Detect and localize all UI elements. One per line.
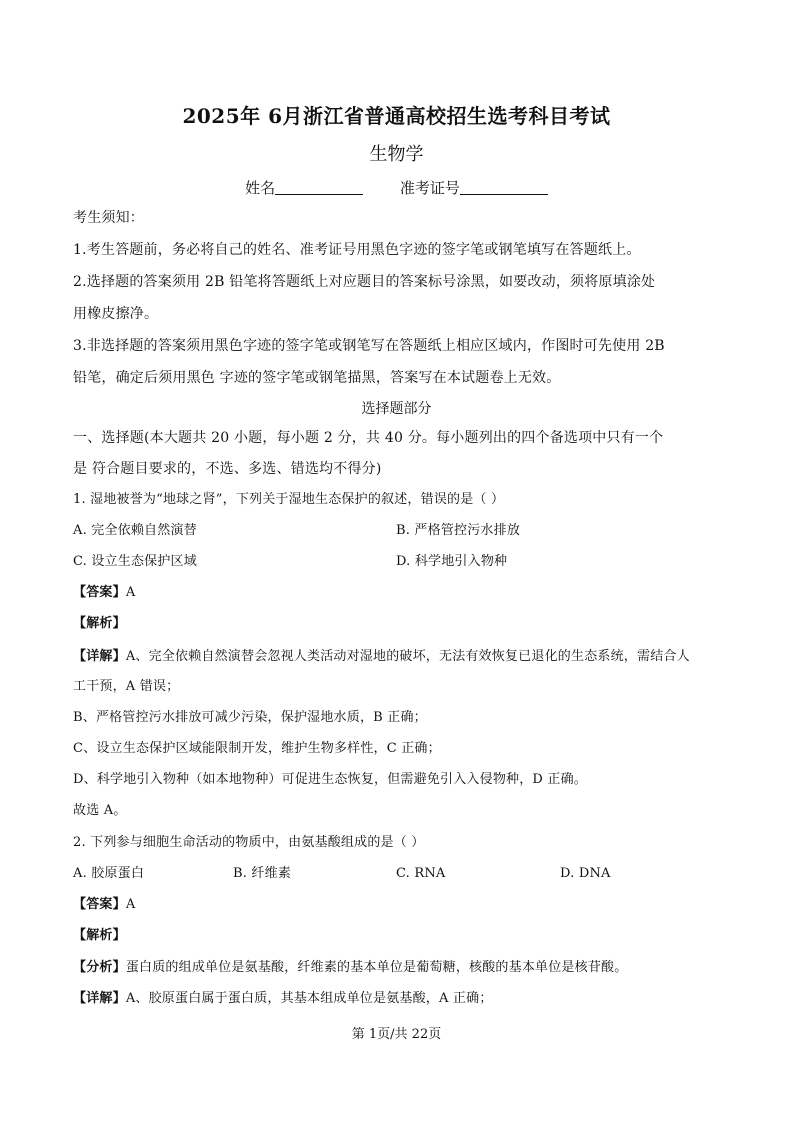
- name-label: 姓名: [245, 179, 276, 197]
- q1-option-d: D. 科学地引入物种: [396, 554, 508, 569]
- candidate-info: [0, 177, 793, 198]
- q1-option-b: B. 严格管控污水排放: [396, 523, 521, 538]
- q1-answer-tag: 【答案】: [73, 585, 126, 600]
- q1-answer-value: A: [125, 585, 136, 600]
- q2-analysis-tag: 【解析】: [73, 928, 126, 943]
- q1-detail-text: A、完全依赖自然演替会忽视人类活动对湿地的破坏，无法有效恢复已退化的生态系统，需结合人: [125, 649, 690, 664]
- q2-analysis: [73, 958, 723, 978]
- q2-answer: [73, 895, 723, 915]
- q1-options-row2: [73, 552, 723, 572]
- notice-item-2-line1: 2.选择题的答案须用 2B 铅笔将答题纸上对应题目的答案标号涂黑，如要改动，须将原填涂处: [73, 274, 656, 290]
- q1-conclusion: 故选 A。: [73, 803, 127, 818]
- q1-analysis-tag: 【解析】: [73, 616, 126, 631]
- q1-option-a: A. 完全依赖自然演替: [73, 523, 197, 538]
- q1-stem: 1. 湿地被誉为“地球之肾”，下列关于湿地生态保护的叙述，错误的是（ ）: [73, 492, 505, 507]
- q2-option-a: A. 胶原蛋白: [73, 866, 145, 881]
- name-blank: [275, 180, 363, 195]
- section-title: 选择题部分: [361, 401, 432, 417]
- q1-detail-b: B、严格管控污水排放可减少污染，保护湿地水质，B 正确；: [73, 710, 427, 725]
- part1-instruction-line1: 一、选择题(本大题共 20 小题，每小题 2 分，共 40 分。每小题列出的四个备选项中只有一个: [73, 430, 664, 446]
- q1-option-c: C. 设立生态保护区域: [73, 554, 197, 569]
- part1-instruction-line2: 是 符合题目要求的，不选、多选、错选均不得分): [73, 461, 382, 477]
- q1-detail-line2: 工干预，A 错误；: [73, 679, 180, 694]
- subject-title: 生物学: [369, 144, 424, 165]
- q1-detail-tag: 【详解】: [73, 649, 126, 664]
- q2-option-d: D. DNA: [560, 866, 611, 881]
- q1-detail-c: C、设立生态保护区域能限制开发，维护生物多样性，C 正确；: [73, 741, 441, 756]
- q2-options-row: [73, 864, 723, 884]
- q2-detail-a: A、胶原蛋白属于蛋白质，其基本组成单位是氨基酸，A 正确；: [125, 991, 493, 1006]
- q2-answer-tag: 【答案】: [73, 897, 126, 912]
- notice-item-1: 1.考生答题前，务必将自己的姓名、准考证号用黑色字迹的签字笔或钢笔填写在答题纸上。: [73, 242, 641, 258]
- q2-detail: [73, 989, 723, 1009]
- q2-analysis-text: 蛋白质的组成单位是氨基酸，纤维素的基本单位是葡萄糖，核酸的基本单位是核苷酸。: [125, 960, 628, 975]
- notice-item-2-line2: 用橡皮擦净。: [73, 306, 159, 322]
- q2-option-b: B. 纤维素: [233, 866, 292, 881]
- q2-analysis-sub-tag: 【分析】: [73, 960, 126, 975]
- notice-item-3-line2: 铅笔，确定后须用黑色 字迹的签字笔或钢笔描黑，答案写在本试题卷上无效。: [73, 370, 561, 386]
- q1-detail-line1: [73, 647, 723, 667]
- notice-item-3-line1: 3.非选择题的答案须用黑色字迹的签字笔或钢笔写在答题纸上相应区域内，作图时可先使用 2B: [73, 338, 665, 354]
- q1-detail-d: D、科学地引入物种（如本地物种）可促进生态恢复，但需避免引入入侵物种，D 正确。: [73, 772, 587, 787]
- q2-stem: 2. 下列参与细胞生命活动的物质中，由氨基酸组成的是（ ）: [73, 835, 425, 850]
- id-blank: [460, 180, 548, 195]
- page-footer: 第 1页/共 22页: [351, 1027, 442, 1042]
- q2-detail-tag: 【详解】: [73, 991, 126, 1006]
- q1-answer: [73, 583, 723, 603]
- id-label: 准考证号: [399, 179, 460, 197]
- exam-title: 2025年 6月浙江省普通高校招生选考科目考试: [182, 104, 611, 128]
- notice-heading: 考生须知：: [73, 210, 144, 226]
- q2-answer-value: A: [125, 897, 136, 912]
- q2-option-c: C. RNA: [396, 866, 446, 881]
- q1-options-row1: [73, 521, 723, 541]
